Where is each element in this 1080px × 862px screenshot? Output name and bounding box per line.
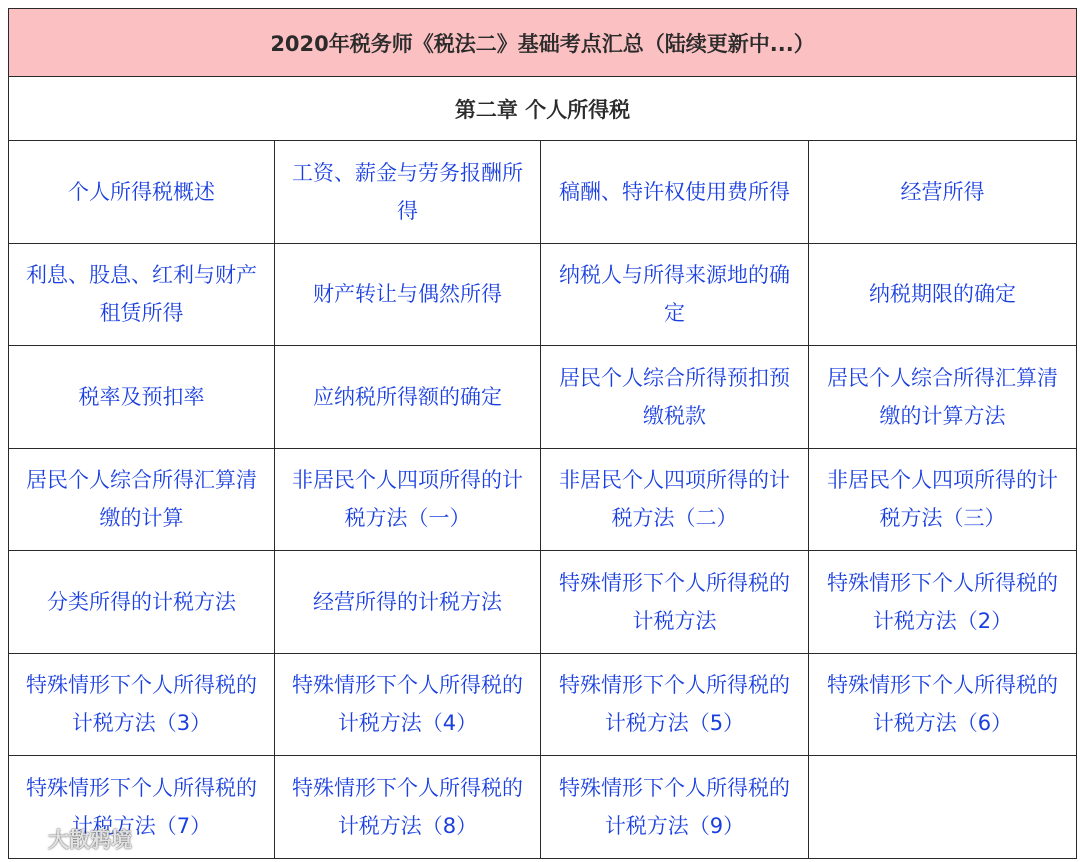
topic-link[interactable]: 非居民个人四项所得的计税方法（一）	[275, 448, 541, 551]
table-row	[9, 243, 1077, 346]
topic-link[interactable]: 经营所得	[809, 141, 1077, 244]
topic-link[interactable]: 纳税期限的确定	[809, 243, 1077, 346]
topic-link[interactable]: 税率及预扣率	[9, 346, 275, 449]
topic-link[interactable]: 稿酬、特许权使用费所得	[541, 141, 809, 244]
empty-cell	[809, 756, 1077, 859]
topic-link[interactable]: 财产转让与偶然所得	[275, 243, 541, 346]
chapter-row	[9, 77, 1077, 141]
table-row	[9, 756, 1077, 859]
topic-link[interactable]: 居民个人综合所得汇算清缴的计算	[9, 448, 275, 551]
topic-link[interactable]: 经营所得的计税方法	[275, 551, 541, 654]
table-row	[9, 346, 1077, 449]
page-title: 2020年税务师《税法二》基础考点汇总（陆续更新中...）	[9, 9, 1077, 77]
topic-link[interactable]: 特殊情形下个人所得税的计税方法（6）	[809, 653, 1077, 756]
topic-link[interactable]: 应纳税所得额的确定	[275, 346, 541, 449]
topic-link[interactable]: 特殊情形下个人所得税的计税方法（4）	[275, 653, 541, 756]
topic-link[interactable]: 特殊情形下个人所得税的计税方法（9）	[541, 756, 809, 859]
chapter-heading: 第二章 个人所得税	[9, 77, 1077, 141]
topic-link[interactable]: 特殊情形下个人所得税的计税方法	[541, 551, 809, 654]
topic-link[interactable]: 非居民个人四项所得的计税方法（三）	[809, 448, 1077, 551]
watermark-text: 大散鸦境	[48, 828, 132, 852]
table-row	[9, 653, 1077, 756]
topic-link[interactable]: 特殊情形下个人所得税的计税方法（7）	[9, 756, 275, 859]
topic-link[interactable]: 利息、股息、红利与财产租赁所得	[9, 243, 275, 346]
topic-link[interactable]: 特殊情形下个人所得税的计税方法（5）	[541, 653, 809, 756]
table-row	[9, 551, 1077, 654]
topic-link[interactable]: 个人所得税概述	[9, 141, 275, 244]
table-row	[9, 141, 1077, 244]
topic-link[interactable]: 居民个人综合所得预扣预缴税款	[541, 346, 809, 449]
topic-link[interactable]: 纳税人与所得来源地的确定	[541, 243, 809, 346]
topic-link[interactable]: 特殊情形下个人所得税的计税方法（3）	[9, 653, 275, 756]
topics-table	[8, 8, 1077, 859]
topic-link[interactable]: 特殊情形下个人所得税的计税方法（2）	[809, 551, 1077, 654]
topic-link[interactable]: 居民个人综合所得汇算清缴的计算方法	[809, 346, 1077, 449]
topic-link[interactable]: 分类所得的计税方法	[9, 551, 275, 654]
topic-link[interactable]: 特殊情形下个人所得税的计税方法（8）	[275, 756, 541, 859]
table-row	[9, 448, 1077, 551]
topic-link[interactable]: 非居民个人四项所得的计税方法（二）	[541, 448, 809, 551]
title-row	[9, 9, 1077, 77]
topic-link[interactable]: 工资、薪金与劳务报酬所得	[275, 141, 541, 244]
